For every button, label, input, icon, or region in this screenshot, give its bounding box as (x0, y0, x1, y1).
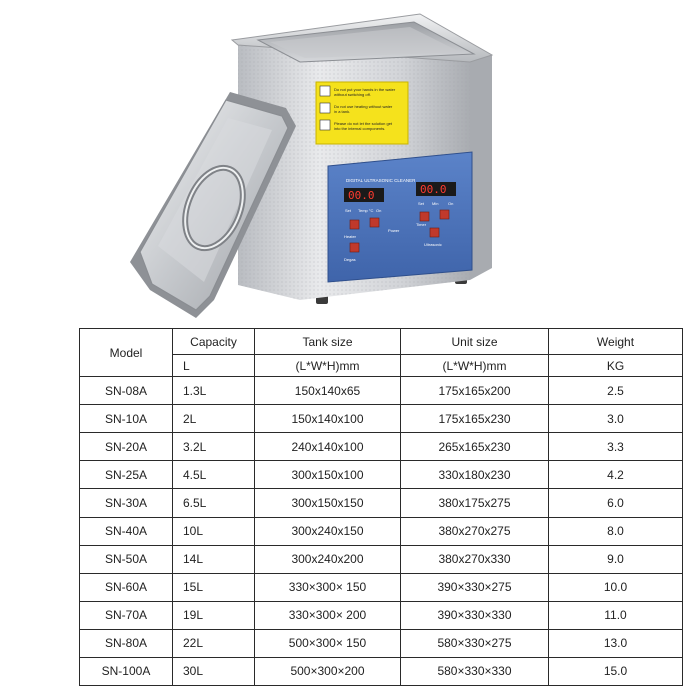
header-tank: Tank size (255, 329, 401, 355)
cell-capacity: 3.2L (173, 433, 255, 461)
table-row (80, 629, 683, 657)
svg-text:Heater: Heater (344, 234, 357, 239)
cell-tank: 300x240x150 (255, 517, 401, 545)
temp-button[interactable] (370, 218, 379, 227)
cell-model: SN-10A (80, 405, 173, 433)
cell-unit: 380x270x330 (401, 545, 549, 573)
cell-unit: 380x270x275 (401, 517, 549, 545)
label-line6: into the internal components. (334, 126, 386, 131)
svg-text:Temp °C: Temp °C (358, 208, 374, 213)
label-line3: Do not use heating without water (334, 104, 393, 109)
cell-model: SN-100A (80, 657, 173, 685)
cell-tank: 500×300×200 (255, 657, 401, 685)
table-row (80, 433, 683, 461)
cell-model: SN-25A (80, 461, 173, 489)
header-unit: Unit size (401, 329, 549, 355)
svg-text:Set: Set (418, 201, 425, 206)
right-display-value: 00.0 (420, 183, 447, 196)
cell-weight: 3.0 (549, 405, 683, 433)
svg-text:On: On (448, 201, 454, 206)
cell-capacity: 19L (173, 601, 255, 629)
heater-button[interactable] (350, 220, 359, 229)
ultrasonic-button[interactable] (430, 228, 439, 237)
cell-model: SN-08A (80, 377, 173, 405)
cell-tank: 150x140x65 (255, 377, 401, 405)
cell-weight: 13.0 (549, 629, 683, 657)
cell-tank: 240x140x100 (255, 433, 401, 461)
cell-weight: 6.0 (549, 489, 683, 517)
label-line2: without switching off. (334, 92, 371, 97)
table-row (80, 405, 683, 433)
cell-weight: 3.3 (549, 433, 683, 461)
spec-table (79, 328, 683, 686)
cell-capacity: 2L (173, 405, 255, 433)
cell-capacity: 15L (173, 573, 255, 601)
cell-model: SN-70A (80, 601, 173, 629)
svg-text:Timer: Timer (416, 222, 427, 227)
table-row (80, 377, 683, 405)
header-model: Model (80, 329, 173, 377)
cell-weight: 8.0 (549, 517, 683, 545)
table-row (80, 545, 683, 573)
cell-unit: 330x180x230 (401, 461, 549, 489)
cell-model: SN-40A (80, 517, 173, 545)
header-weight: Weight (549, 329, 683, 355)
svg-text:Power: Power (388, 228, 400, 233)
panel-title: DIGITAL ULTRASONIC CLEANER (346, 178, 416, 183)
table-row (80, 461, 683, 489)
cell-tank: 150x140x100 (255, 405, 401, 433)
cell-weight: 11.0 (549, 601, 683, 629)
power-button[interactable] (440, 210, 449, 219)
table-row (80, 489, 683, 517)
cell-unit: 390×330×275 (401, 573, 549, 601)
cell-capacity: 1.3L (173, 377, 255, 405)
cell-weight: 10.0 (549, 573, 683, 601)
cell-capacity: 6.5L (173, 489, 255, 517)
header-capacity-unit: L (173, 355, 255, 377)
timer-button[interactable] (420, 212, 429, 221)
cell-unit: 175x165x230 (401, 405, 549, 433)
cell-model: SN-80A (80, 629, 173, 657)
table-row (80, 517, 683, 545)
left-display-value: 00.0 (348, 189, 375, 202)
cell-model: SN-30A (80, 489, 173, 517)
degas-button[interactable] (350, 243, 359, 252)
cell-tank: 300x150x150 (255, 489, 401, 517)
cell-unit: 175x165x200 (401, 377, 549, 405)
table-row (80, 657, 683, 685)
cell-weight: 9.0 (549, 545, 683, 573)
cell-weight: 2.5 (549, 377, 683, 405)
cell-unit: 380x175x275 (401, 489, 549, 517)
svg-text:On: On (376, 208, 382, 213)
header-unit-unit: (L*W*H)mm (401, 355, 549, 377)
svg-text:Set: Set (345, 208, 352, 213)
cell-unit: 580×330×330 (401, 657, 549, 685)
cell-weight: 4.2 (549, 461, 683, 489)
cell-model: SN-60A (80, 573, 173, 601)
cell-tank: 330×300× 150 (255, 573, 401, 601)
table-row (80, 573, 683, 601)
svg-text:Min: Min (432, 201, 439, 206)
header-tank-unit: (L*W*H)mm (255, 355, 401, 377)
control-panel (328, 152, 472, 282)
cell-unit: 265x165x230 (401, 433, 549, 461)
cell-model: SN-20A (80, 433, 173, 461)
cell-capacity: 30L (173, 657, 255, 685)
cell-capacity: 10L (173, 517, 255, 545)
header-capacity: Capacity (173, 329, 255, 355)
cell-capacity: 4.5L (173, 461, 255, 489)
cell-capacity: 14L (173, 545, 255, 573)
cell-model: SN-50A (80, 545, 173, 573)
cell-weight: 15.0 (549, 657, 683, 685)
cell-tank: 300x240x200 (255, 545, 401, 573)
cell-tank: 300x150x100 (255, 461, 401, 489)
cleaner-side (470, 55, 492, 280)
cell-tank: 500×300× 150 (255, 629, 401, 657)
cell-unit: 580×330×275 (401, 629, 549, 657)
cell-capacity: 22L (173, 629, 255, 657)
label-line5: Please do not let the solution get (334, 121, 393, 126)
warning-label (316, 82, 408, 144)
cell-unit: 390×330×330 (401, 601, 549, 629)
label-line4: in a tank. (334, 109, 351, 114)
label-line1: Do not put your hands in the water (334, 87, 396, 92)
product-image (0, 0, 700, 325)
header-weight-unit: KG (549, 355, 683, 377)
spec-table-body (80, 329, 683, 686)
cell-tank: 330×300× 200 (255, 601, 401, 629)
svg-text:Degas: Degas (344, 257, 356, 262)
header-row (80, 329, 683, 355)
table-row (80, 601, 683, 629)
svg-text:Ultrasonic: Ultrasonic (424, 242, 442, 247)
